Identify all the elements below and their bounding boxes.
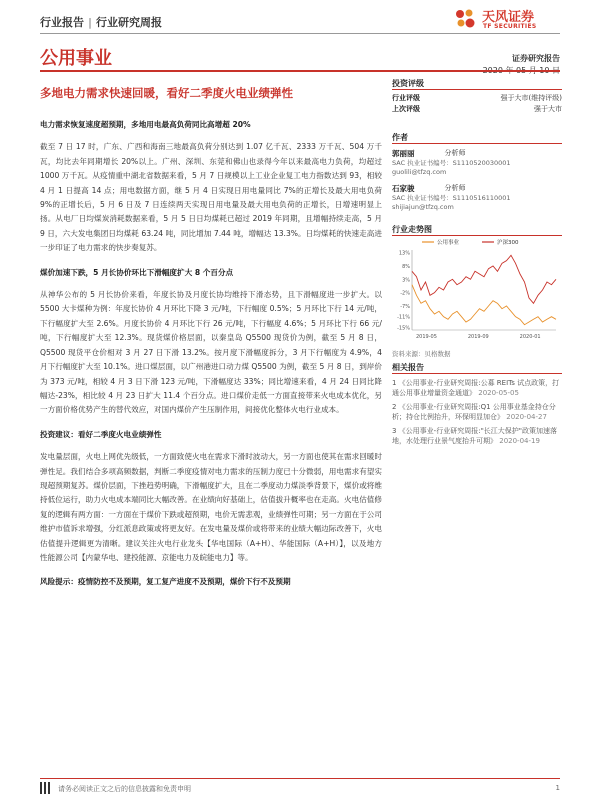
related-report-item[interactable] (392, 378, 562, 398)
author-cert: SAC 执业证书编号：S1110516110001 (392, 194, 511, 202)
prev-rating-label: 上次评级 (392, 105, 420, 113)
rating-value: 强于大市(维持评级) (500, 94, 562, 102)
y-tick-label: 8% (402, 264, 410, 270)
section-subtitle: 投资建议：看好二季度火电业绩弹性 (40, 429, 162, 439)
authors-title: 作者 (392, 133, 408, 142)
rating-divider (392, 89, 562, 90)
chart-source: 资料来源：贝格数据 (392, 350, 451, 358)
section-body: 发电量层面，火电上网优先级低，一方面致使火电在需求下滑时波动大，另一方面也使其在需求回暖时弹性足。我们结合多项高频数据，判断二季度疫情对电力需求的压制力度已十分微弱，用电需求有望实现超预期复苏。煤价层面，下挫趋势明确，下滑幅度扩大，且在二季度动力煤淡季背景下，煤价或将维持低位运行，助力火电成本端同比大幅改善。在业绩向好基础上，估值拔升概率也在走高。火电估值修复的逻辑有两方面：一方面在于煤价下跌或超预期，电价无需悲观，业绩弹性可期；另一方面在于公司维护市值诉求增强，分红派息政策或将更友好。在发电量及煤价或将带来的业绩大幅边际改善下，火电估值提升逻辑更为清晰。建议关注火电行业龙头【华电国际（A+H）、华能国际（A+H）】，以及地方性能源公司【内蒙华电、建投能源、京能电力及皖能电力】等。 (40, 452, 382, 562)
page-number: 1 (555, 784, 560, 792)
risk-warning: 风险提示：疫情防控不及预期，复工复产进度不及预期，煤价下行不及预期 (40, 577, 291, 587)
trend-chart-panel (392, 224, 562, 359)
industry-divider (40, 70, 560, 72)
logo-text-cn: 天风证券 (482, 10, 535, 25)
prev-rating-value: 强于大市 (534, 105, 562, 113)
y-tick-label: 3% (402, 277, 410, 284)
y-tick-label: -15% (397, 325, 410, 332)
rating-label: 行业评级 (392, 94, 420, 102)
y-tick-label: -11% (397, 314, 410, 321)
related-divider (392, 373, 562, 374)
related-title: 相关报告 (392, 363, 424, 372)
author-card (392, 183, 562, 212)
report-category (40, 14, 162, 30)
author-email[interactable]: shijiajun@tfzq.com (392, 203, 454, 211)
x-tick-label: 2020-01 (519, 334, 541, 340)
section-subtitle: 电力需求恢复速度超预期，多地用电最高负荷同比高增超 20% (40, 120, 251, 129)
footer-divider (40, 778, 560, 779)
related-report-text: 3 《公用事业-行业研究周报:"长江大保护"政策加速落地，水处理行业景气度抬升可期》 (392, 427, 558, 445)
section-body: 从神华公布的 5 月长协价来看，年度长协及月度长协均维持下滑态势，且下滑幅度进一步扩大。以 5500 大卡煤种为例：年度长协价 4 月环比下降 3 元/吨，下行幅度 0.5%；5 月环比下行 14 元/吨，下行幅度扩大至 2.6%。月度长协价 4 月环比下行 26 元/吨，下行幅度 4.6%；5 月环比下行 66 元/吨，下行幅度扩大至 12.3%。现货煤价格层面，以秦皇岛 Q5500 现货价为例，截至 5 月 8 日，Q5500 现货平仓价相对 3 月 27 日下滑 13.2%。按月度下滑幅度拆分，3 月下行幅度为 4.9%，4 月下行幅度扩大至 10.1%。进口煤层面，以广州港进口动力煤 Q5500 为例，截至 5 月 8 日，到岸价为 373 元/吨，相较 4 月 3 日下滑 123 元/吨，下滑幅度达 33%；同比增速来看，4 月 24 日同比降幅达-23%，相比较 4 月 23 日扩大 11.4 个百分点。进口煤价走低一方面直接带来火电成本优化，另一方面价格优势产生的替代效应，对国内煤价产生压制作用，间接优化整体火电行业成本。 (40, 290, 382, 415)
x-tick-label: 2019-09 (467, 334, 489, 340)
logo-mark-icon (452, 6, 478, 32)
related-report-text: 2 《公用事业-行业研究周报:Q1 公用事业基金持仓分析；持仓比例抬升，环保明显加仓》 (392, 403, 556, 421)
related-report-date: 2020-04-27 (506, 413, 547, 421)
series-line-csi300 (412, 255, 556, 303)
author-role: 分析师 (444, 184, 466, 192)
x-tick-label: 2019-05 (416, 334, 437, 340)
category-separator: | (88, 16, 93, 29)
authors-divider (392, 143, 562, 144)
related-report-item[interactable] (392, 426, 562, 446)
author-email[interactable]: guolili@tfzq.com (392, 168, 447, 176)
qr-code-icon (40, 782, 52, 794)
author-cert: SAC 执业证书编号：S1110520030001 (392, 159, 511, 167)
related-report-date: 2020-04-19 (499, 437, 540, 445)
related-report-date: 2020-05-05 (478, 389, 519, 397)
y-tick-label: -2% (400, 290, 410, 297)
footer-disclaimer: 请务必阅读正文之后的信息披露和免责申明 (58, 785, 191, 793)
related-reports-panel (392, 362, 562, 450)
y-tick-label: -7% (400, 304, 410, 310)
company-logo (452, 4, 562, 34)
trend-chart (392, 236, 562, 346)
main-content (40, 118, 382, 600)
author-name: 石家骏 (392, 184, 415, 193)
report-type: 证券研究报告 (512, 54, 560, 63)
legend-label: 沪深300 (497, 240, 519, 246)
author-role: 分析师 (444, 149, 466, 157)
rating-title: 投资评级 (392, 79, 424, 88)
category-left: 行业报告 (40, 16, 84, 29)
header-divider (40, 33, 560, 34)
y-tick-label: 13% (398, 250, 410, 257)
report-title: 多地电力需求快速回暖，看好二季度火电业绩弹性 (40, 86, 293, 100)
rating-panel (392, 78, 562, 115)
category-right: 行业研究周报 (96, 16, 163, 29)
logo-text-en: TF SECURITIES (483, 23, 537, 30)
related-report-item[interactable] (392, 402, 562, 422)
author-card (392, 148, 562, 177)
legend-label: 公用事业 (437, 240, 460, 246)
industry-heading: 公用事业 (40, 48, 112, 69)
section-subtitle: 煤价加速下跌，5 月长协价环比下滑幅度扩大 8 个百分点 (40, 267, 234, 277)
series-line-utilities (412, 285, 556, 325)
authors-panel (392, 132, 562, 212)
related-report-text: 1 《公用事业-行业研究周报:公募 REITs 试点政策，打通公用事业增量资金通道》 (392, 379, 560, 397)
chart-title: 行业走势图 (392, 225, 432, 234)
author-name: 郭丽丽 (392, 149, 415, 158)
section-body: 截至 7 日 17 时，广东、广西和海南三地最高负荷分别达到 1.07 亿千瓦、2333 万千瓦、504 万千瓦，均比去年同期增长 20%以上。广州、深圳、东莞和佛山也录得今年以来最高电力负荷，均超过 1000 万千瓦。从疫情重中湖北省数据来看，5 月 7 日规模以上工业企业复工电力指数达到 93，相较 4 月 1 日提高 14 点；用电数据方面，继 5 月 4 日实现日用电量同比 7%的正增长及最大用电负荷 9%的正增长后，5 月 6 日及 7 日连续两天实现日用电量及最大用电负荷的正增长，日增速明显上扬。从电厂日均煤炭消耗数据来看，5 月 5 日日均煤耗已超过 2019 年同期，且增幅持续走高，5 月 9 日，六大发电集团日均煤耗 63.24 吨，同比增加 7.44 吨，增幅达 13.3%。日均煤耗的快速走高进一步印证了电力需求的快步奏复苏。 (40, 142, 382, 253)
